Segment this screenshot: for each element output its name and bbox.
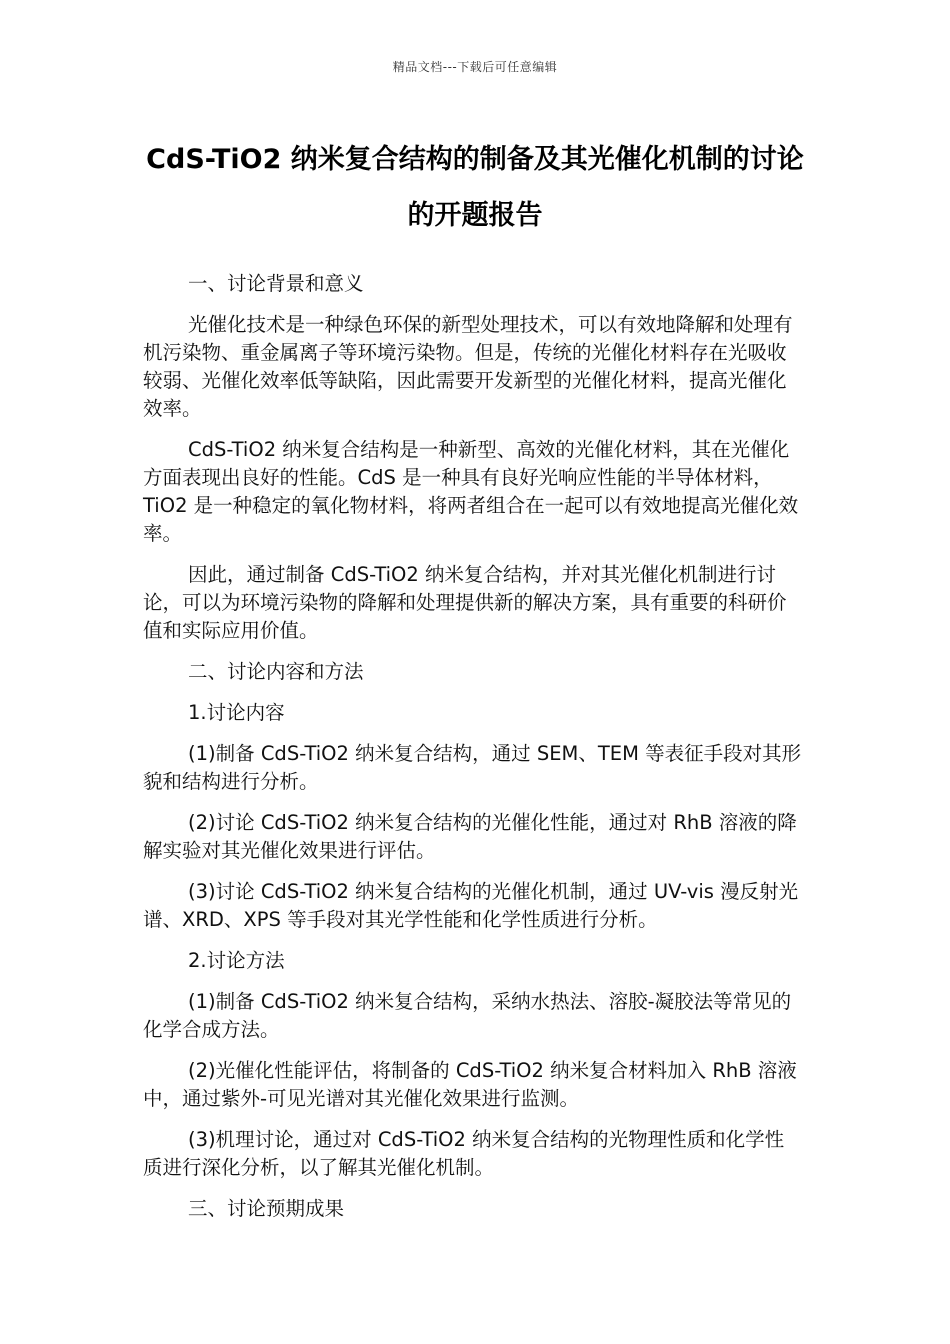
content-item-1: (1)制备 CdS-TiO2 纳米复合结构，通过 SEM、TEM 等表征手段对其形貌和结构进行分析。	[143, 742, 802, 793]
content-item-2: (2)讨论 CdS-TiO2 纳米复合结构的光催化性能，通过对 RhB 溶液的降解实验对其光催化效果进行评估。	[143, 811, 797, 862]
paragraph-cds-tio2: CdS-TiO2 纳米复合结构是一种新型、高效的光催化材料，其在光催化方面表现出良好的性能。CdS 是一种具有良好光响应性能的半导体材料，TiO2 是一种稳定的氧化物材料，将两者组合在一起可以有效地提高光催化效率。	[143, 438, 799, 545]
paragraph-significance: 因此，通过制备 CdS-TiO2 纳米复合结构，并对其光催化机制进行讨论，可以为环境污染物的降解和处理提供新的解决方案，具有重要的科研价值和实际应用价值。	[143, 563, 787, 642]
method-item-3: (3)机理讨论，通过对 CdS-TiO2 纳米复合结构的光物理性质和化学性质进行深化分析，以了解其光催化机制。	[143, 1128, 785, 1179]
subheading-content: 1.讨论内容	[188, 701, 285, 724]
page-title: CdS-TiO2 纳米复合结构的制备及其光催化机制的讨论的开题报告	[146, 144, 804, 231]
header-note: 精品文档---下载后可任意编辑	[392, 60, 558, 74]
section-heading-expected-results: 三、讨论预期成果	[188, 1197, 345, 1220]
method-item-2: (2)光催化性能评估，将制备的 CdS-TiO2 纳米复合材料加入 RhB 溶液中，通过紫外-可见光谱对其光催化效果进行监测。	[143, 1059, 797, 1110]
section-heading-content-methods: 二、讨论内容和方法	[188, 660, 364, 683]
paragraph-intro: 光催化技术是一种绿色环保的新型处理技术，可以有效地降解和处理有机污染物、重金属离子等环境污染物。但是，传统的光催化材料存在光吸收较弱、光催化效率低等缺陷，因此需要开发新型的光催化材料，提高光催化效率。	[143, 313, 793, 420]
document-body	[143, 270, 803, 1236]
subheading-methods: 2.讨论方法	[188, 949, 285, 972]
content-item-3: (3)讨论 CdS-TiO2 纳米复合结构的光催化机制，通过 UV-vis 漫反射光谱、XRD、XPS 等手段对其光学性能和化学性质进行分析。	[143, 880, 799, 931]
section-heading-background: 一、讨论背景和意义	[188, 272, 364, 295]
method-item-1: (1)制备 CdS-TiO2 纳米复合结构，采纳水热法、溶胶-凝胶法等常见的化学合成方法。	[143, 990, 792, 1041]
